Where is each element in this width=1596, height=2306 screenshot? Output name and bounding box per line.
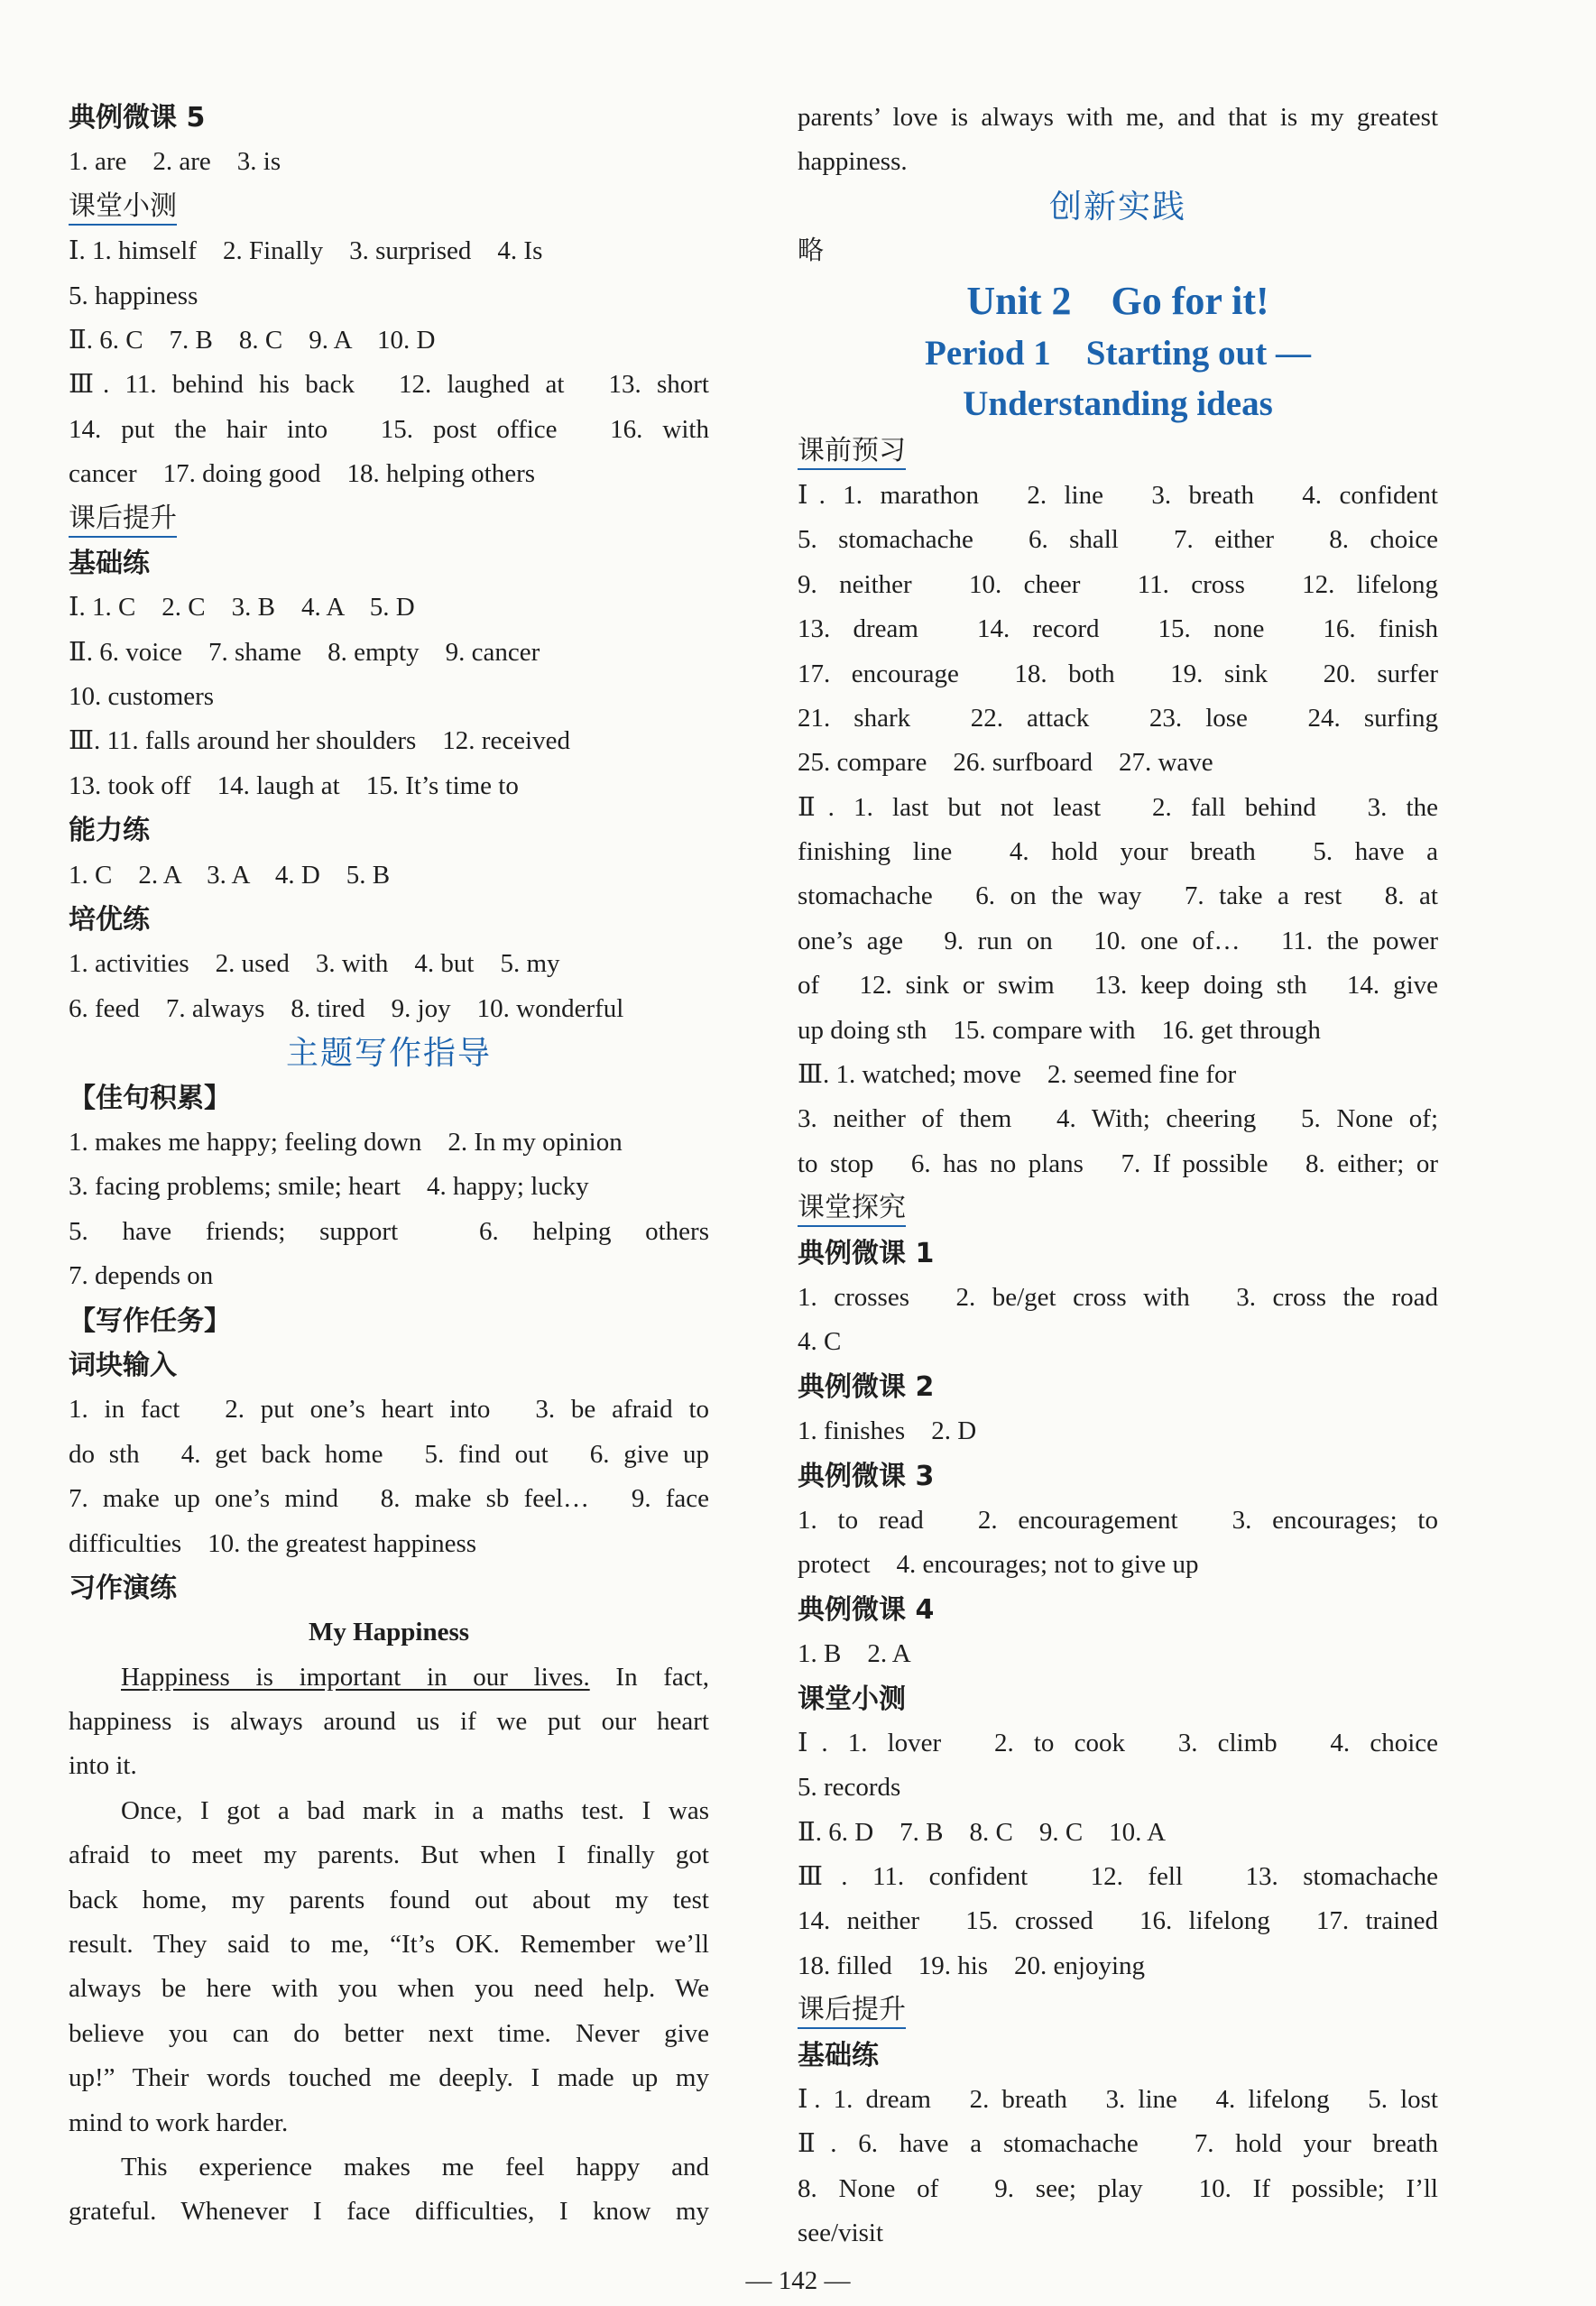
essay-line: believe you can do better next time. Never give — [69, 2018, 709, 2048]
subheading-basic-practice: 基础练 — [69, 547, 150, 579]
answer-line: of 12. sink or swim 13. keep doing sth 14. give — [798, 971, 1438, 1001]
answer-line: 7. make up one’s mind 8. make sb feel… 9. face — [69, 1484, 709, 1514]
subheading-writing-practice: 习作演练 — [69, 1572, 177, 1604]
section-heading-class-exploration: 课堂探究 — [798, 1186, 1438, 1231]
section-heading-classroom-quiz: 课堂小测 — [69, 185, 709, 229]
essay-line: up!” Their words touched me deeply. I made up my — [69, 2063, 709, 2093]
essay-line: Once, I got a bad mark in a maths test. I was — [121, 1795, 709, 1825]
subheading-writing-task: 【写作任务】 — [69, 1305, 231, 1337]
period-subtitle: Understanding ideas — [963, 383, 1273, 423]
section-heading-preview: 课前预习 — [798, 429, 1438, 474]
essay-line: grateful. Whenever I face difficulties, I know my — [69, 2197, 709, 2227]
answer-line: 13. took off 14. laugh at 15. It’s time to — [69, 770, 519, 800]
section-title-writing-guide: 主题写作指导 — [285, 1035, 492, 1073]
answer-line: Ⅲ. 1. watched; move 2. seemed fine for — [798, 1060, 1237, 1090]
answer-line: Ⅱ. 6. have a stomachache 7. hold your breath — [798, 2129, 1438, 2159]
answer-line: do sth 4. get back home 5. find out 6. give up — [69, 1439, 709, 1469]
right-column — [798, 96, 1438, 2256]
subheading-good-sentences: 【佳句积累】 — [69, 1082, 231, 1114]
answer-line: Ⅲ. 11. behind his back 12. laughed at 13. short — [69, 370, 709, 400]
heading-example-lesson-4: 典例微课 4 — [798, 1593, 935, 1626]
period-title: Period 1 Starting out — — [925, 333, 1311, 373]
heading-example-lesson-3: 典例微课 3 — [798, 1460, 935, 1492]
subheading-ability-practice: 能力练 — [69, 815, 150, 847]
subheading-basic-practice: 基础练 — [798, 2039, 879, 2071]
heading-example-lesson-1: 典例微课 1 — [798, 1237, 935, 1269]
page-number: — 142 — — [745, 2266, 851, 2295]
answer-line: cancer 17. doing good 18. helping others — [69, 459, 536, 489]
essay-line: into it. — [69, 1751, 137, 1781]
answer-line: 25. compare 26. surfboard 27. wave — [798, 748, 1213, 778]
answer-line: 1. are 2. are 3. is — [69, 147, 281, 177]
answer-line: 21. shark 22. attack 23. lose 24. surfing — [798, 703, 1438, 733]
answer-line: 8. None of 9. see; play 10. If possible; I’ll — [798, 2173, 1438, 2203]
answer-line: 3. facing problems; smile; heart 4. happy; lucky — [69, 1172, 589, 1202]
answer-line: protect 4. encourages; not to give up — [798, 1550, 1199, 1580]
essay-line: afraid to meet my parents. But when I finally got — [69, 1840, 709, 1870]
answer-line: 4. C — [798, 1327, 842, 1357]
section-heading-after-class: 课后提升 — [69, 497, 709, 541]
answer-line: Ⅰ. 1. dream 2. breath 3. line 4. lifelong 5. lost — [798, 2085, 1438, 2115]
section-title-innovation-practice: 创新实践 — [1048, 188, 1186, 226]
answer-line: difficulties 10. the greatest happiness — [69, 1528, 477, 1558]
answer-line: Ⅱ. 6. D 7. B 8. C 9. C 10. A — [798, 1817, 1167, 1847]
section-heading-after-class: 课后提升 — [798, 1988, 1438, 2033]
answer-line: 1. C 2. A 3. A 4. D 5. B — [69, 860, 391, 890]
answer-line: 1. in fact 2. put one’s heart into 3. be afraid to — [69, 1395, 709, 1425]
answer-line: Ⅰ. 1. himself 2. Finally 3. surprised 4. Is — [69, 236, 543, 266]
answer-line: 1. makes me happy; feeling down 2. In my opinion — [69, 1127, 623, 1157]
answer-line: 1. B 2. A — [798, 1639, 911, 1669]
essay-line: always be here with you when you need help. We — [69, 1974, 709, 2004]
answer-line: Ⅱ. 6. voice 7. shame 8. empty 9. cancer — [69, 637, 540, 667]
subheading-chunk-input: 词块输入 — [69, 1349, 177, 1381]
essay-line: happiness. — [798, 147, 908, 177]
answer-line: Ⅲ. 11. falls around her shoulders 12. received — [69, 726, 570, 756]
answer-line: to stop 6. has no plans 7. If possible 8. either; or — [798, 1148, 1438, 1178]
subheading-advanced-practice: 培优练 — [69, 904, 150, 936]
answer-line: 1. finishes 2. D — [798, 1416, 977, 1446]
essay-topic-sentence: Happiness is important in our lives. — [121, 1662, 590, 1692]
answer-line: 14. neither 15. crossed 16. lifelong 17. trained — [798, 1906, 1438, 1936]
essay-line: This experience makes me feel happy and — [121, 2152, 709, 2181]
answer-line: Ⅱ. 6. C 7. B 8. C 9. A 10. D — [69, 325, 436, 355]
essay-line: happiness is always around us if we put our heart — [69, 1707, 709, 1737]
answer-line: 1. to read 2. encouragement 3. encourages; to — [798, 1505, 1438, 1535]
essay-line: mind to work harder. — [69, 2108, 289, 2137]
answer-line: 5. have friends; support 6. helping others — [69, 1216, 709, 1246]
answer-omitted: 略 — [798, 236, 825, 266]
answer-line: 14. put the hair into 15. post office 16. with — [69, 414, 709, 444]
essay-line: back home, my parents found out about my test — [69, 1885, 709, 1914]
essay-line: parents’ love is always with me, and that is my greatest — [798, 103, 1438, 132]
answer-line: 5. happiness — [69, 281, 198, 310]
answer-line: stomachache 6. on the way 7. take a rest 8. at — [798, 881, 1438, 911]
answer-line: one’s age 9. run on 10. one of… 11. the power — [798, 926, 1438, 955]
answer-line: 3. neither of them 4. With; cheering 5. None of; — [798, 1104, 1438, 1134]
answer-line: Ⅰ. 1. lover 2. to cook 3. climb 4. choice — [798, 1728, 1438, 1757]
essay-title: My Happiness — [308, 1618, 470, 1647]
answer-line: 5. records — [798, 1773, 901, 1803]
answer-line: 9. neither 10. cheer 11. cross 12. lifelong — [798, 569, 1438, 599]
answer-line: 17. encourage 18. both 19. sink 20. surfer — [798, 659, 1438, 688]
heading-example-lesson-2: 典例微课 2 — [798, 1370, 935, 1403]
heading-example-lesson-5: 典例微课 5 — [69, 102, 206, 134]
answer-line: 5. stomachache 6. shall 7. either 8. choice — [798, 525, 1438, 555]
essay-line: Happiness is important in our lives. In fact, — [121, 1662, 709, 1692]
answer-line: 1. activities 2. used 3. with 4. but 5. my — [69, 949, 560, 979]
left-column — [69, 96, 709, 2235]
answer-line: 10. customers — [69, 682, 215, 712]
answer-line: 6. feed 7. always 8. tired 9. joy 10. wonderful — [69, 993, 624, 1023]
answer-line: 13. dream 14. record 15. none 16. finish — [798, 614, 1438, 644]
unit-title: Unit 2 Go for it! — [966, 278, 1269, 323]
answer-line: 18. filled 19. his 20. enjoying — [798, 1951, 1146, 1980]
heading-classroom-quiz: 课堂小测 — [798, 1683, 906, 1715]
answer-line: Ⅰ. 1. marathon 2. line 3. breath 4. confident — [798, 480, 1438, 510]
essay-line: result. They said to me, “It’s OK. Remember we’ll — [69, 1930, 709, 1960]
answer-line: Ⅱ. 1. last but not least 2. fall behind 3. the — [798, 792, 1438, 822]
answer-line: finishing line 4. hold your breath 5. have a — [798, 837, 1438, 867]
answer-line: Ⅰ. 1. C 2. C 3. B 4. A 5. D — [69, 593, 415, 623]
answer-line: see/visit — [798, 2218, 884, 2248]
answer-line: Ⅲ. 11. confident 12. fell 13. stomachache — [798, 1862, 1438, 1892]
answer-line: up doing sth 15. compare with 16. get through — [798, 1015, 1321, 1045]
answer-line: 7. depends on — [69, 1261, 214, 1291]
answer-line: 1. crosses 2. be/get cross with 3. cross the road — [798, 1282, 1438, 1312]
